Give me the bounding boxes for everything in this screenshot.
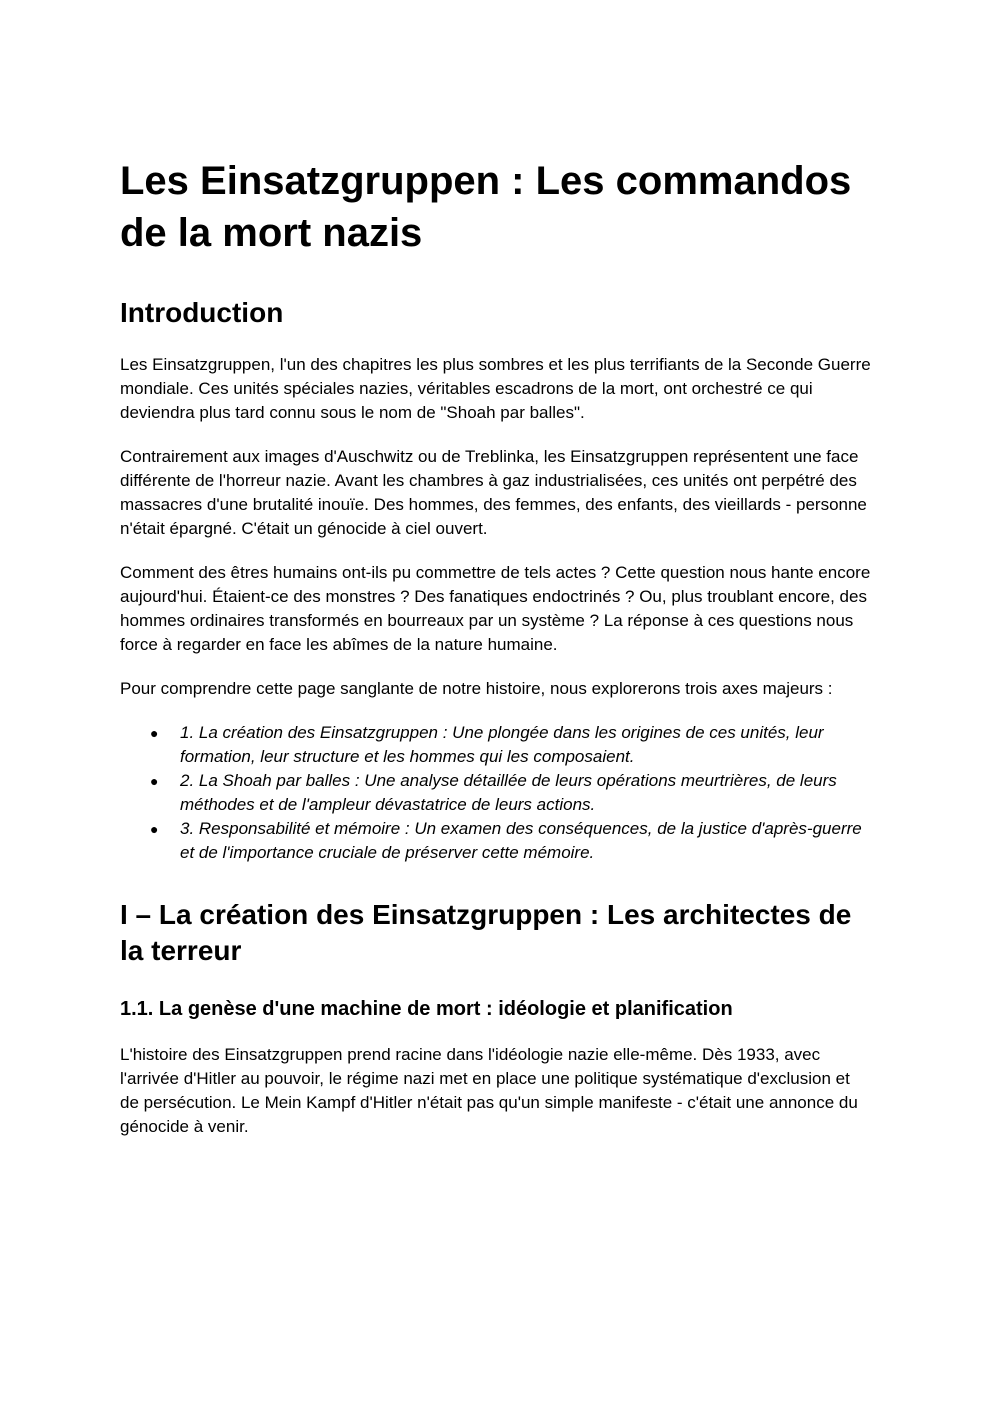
- bullet-icon: ●: [150, 725, 159, 741]
- bullet-icon: ●: [150, 773, 159, 789]
- list-item: [120, 721, 872, 769]
- list-item: [120, 817, 872, 865]
- introduction-paragraph-1: Les Einsatzgruppen, l'un des chapitres les plus sombres et les plus terrifiants de la Seconde Guerre mondiale. Ces unités spéciales nazies, véritables escadrons de la mort, ont orchestré ce qui deviendra plus tard connu sous le nom de "Shoah par balles".: [120, 355, 871, 422]
- introduction-paragraph-2: Contrairement aux images d'Auschwitz ou de Treblinka, les Einsatzgruppen représentent une face différente de l'horreur nazie. Avant les chambres à gaz industrialisées, ces unités ont perpétré des massacres d'une brutalité inouïe. Des hommes, des femmes, des enfants, des vieillards - personne n'était épargné. C'était un génocide à ciel ouvert.: [120, 447, 867, 538]
- introduction-paragraph-4: Pour comprendre cette page sanglante de notre histoire, nous explorerons trois axes majeurs :: [120, 679, 833, 698]
- list-item: [120, 769, 872, 817]
- document-title: Les Einsatzgruppen : Les commandos de la mort nazis: [120, 159, 852, 255]
- axis-1-text: 1. La création des Einsatzgruppen : Une plongée dans les origines de ces unités, leur formation, leur structure et les hommes qui les composaient.: [180, 723, 824, 766]
- bullet-icon: ●: [150, 821, 159, 837]
- axis-2-text: 2. La Shoah par balles : Une analyse détaillée de leurs opérations meurtrières, de leurs méthodes et de l'ampleur dévastatrice de leurs actions.: [180, 771, 837, 814]
- subsection-1-1-paragraph-1: L'histoire des Einsatzgruppen prend racine dans l'idéologie nazie elle-même. Dès 1933, avec l'arrivée d'Hitler au pouvoir, le régime nazi met en place une politique systématique d'exclusion et de persécution. Le Mein Kampf d'Hitler n'était pas qu'un simple manifeste - c'était une annonce du génocide à venir.: [120, 1045, 858, 1136]
- axis-3-text: 3. Responsabilité et mémoire : Un examen des conséquences, de la justice d'après-guerre et de l'importance cruciale de préserver cette mémoire.: [180, 819, 862, 862]
- document-page: [120, 155, 872, 1139]
- axes-list: [120, 721, 872, 865]
- subsection-1-1-heading: 1.1. La genèse d'une machine de mort : idéologie et planification: [120, 998, 733, 1020]
- section-1-heading: I – La création des Einsatzgruppen : Les architectes de la terreur: [120, 899, 852, 966]
- introduction-heading: Introduction: [120, 297, 284, 328]
- introduction-paragraph-3: Comment des êtres humains ont-ils pu commettre de tels actes ? Cette question nous hante encore aujourd'hui. Étaient-ce des monstres ? Des fanatiques endoctrinés ? Ou, plus troublant encore, des hommes ordinaires transformés en bourreaux par un système ? La réponse à ces questions nous force à regarder en face les abîmes de la nature humaine.: [120, 563, 871, 654]
